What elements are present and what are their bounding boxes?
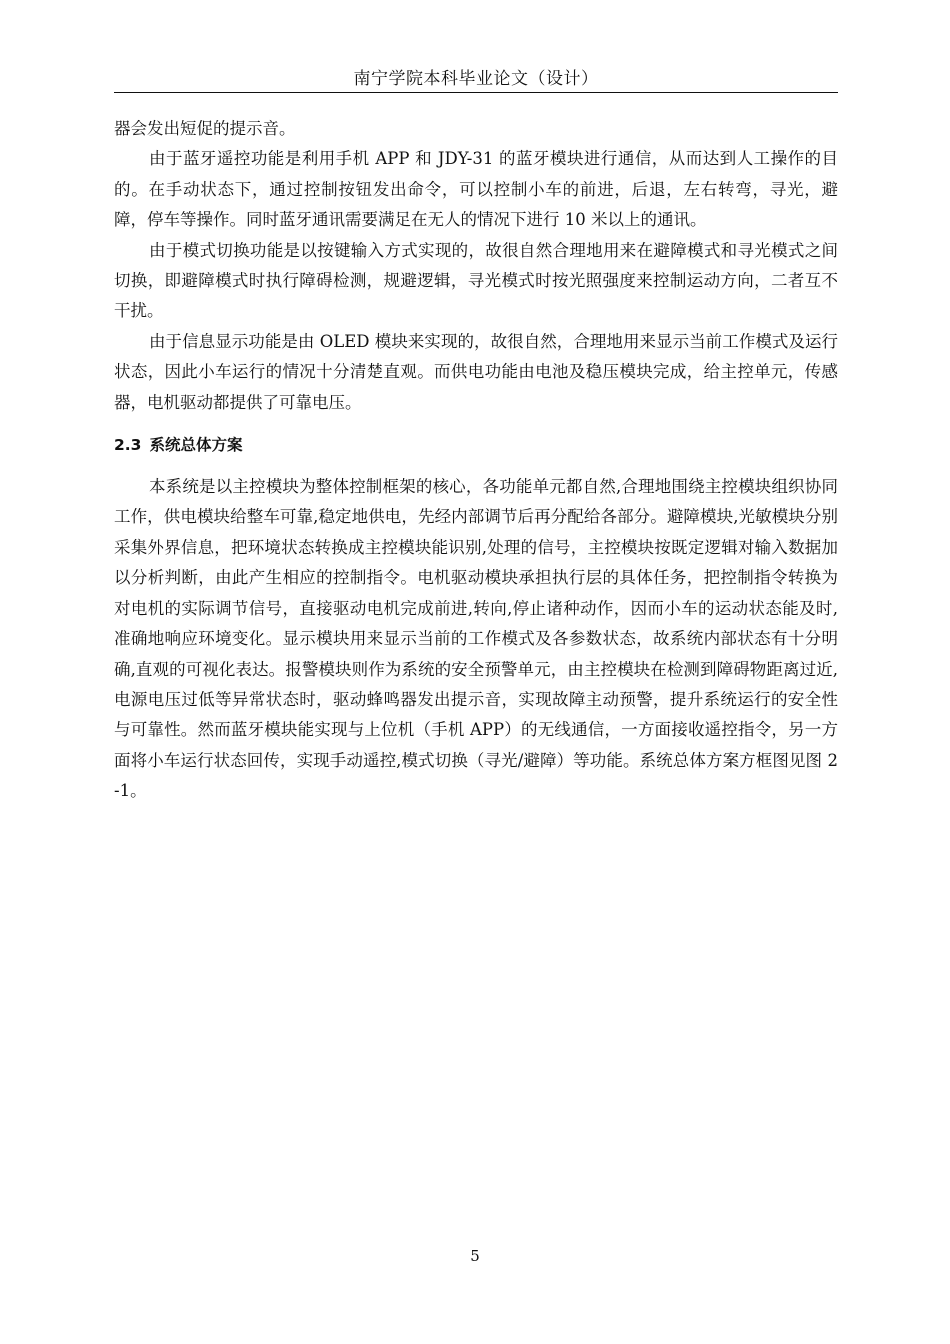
section-heading: [114, 430, 838, 460]
paragraph-system-overview: 本系统是以主控模块为整体控制框架的核心，各功能单元都自然,合理地围绕主控模块组织协同工作，供电模块给整车可靠,稳定地供电，先经内部调节后再分配给各部分。避障模块,光敏模块分别采集外界信息，把环境状态转换成主控模块能识别,处理的信号，主控模块按既定逻辑对输入数据加以分析判断，由此产生相应的控制指令。电机驱动模块承担执行层的具体任务，把控制指令转换为对电机的实际调节信号，直接驱动电机完成前进,转向,停止诸种动作，因而小车的运动状态能及时,准确地响应环境变化。显示模块用来显示当前的工作模式及各参数状态，故系统内部状态有十分明确,直观的可视化表达。报警模块则作为系统的安全预警单元，由主控模块在检测到障碍物距离过近,电源电压过低等异常状态时，驱动蜂鸣器发出提示音，实现故障主动预警，提升系统运行的安全性与可靠性。然而蓝牙模块能实现与上位机（手机 APP）的无线通信，一方面接收遥控指令，另一方面将小车运行状态回传，实现手动遥控,模式切换（寻光/避障）等功能。系统总体方案方框图见图 2-1。: [114, 477, 838, 801]
page-number: 5: [470, 1247, 480, 1265]
paragraph-info-display: 由于信息显示功能是由 OLED 模块来实现的，故很自然，合理地用来显示当前工作模式及运行状态，因此小车运行的情况十分清楚直观。而供电功能由电池及稳压模块完成，给主控单元，传感器，电机驱动都提供了可靠电压。: [114, 331, 838, 412]
header-rule: [114, 92, 838, 93]
section-title: 系统总体方案: [149, 436, 243, 455]
paragraph-continuation: 器会发出短促的提示音。: [114, 119, 296, 138]
running-header: 南宁学院本科毕业论文（设计）: [353, 69, 599, 89]
body-text: [114, 114, 838, 807]
paragraph-mode-switch: 由于模式切换功能是以按键输入方式实现的，故很自然合理地用来在避障模式和寻光模式之间切换，即避障模式时执行障碍检测，规避逻辑，寻光模式时按光照强度来控制运动方向，二者互不干扰。: [114, 240, 838, 321]
paragraph-bluetooth-remote: 由于蓝牙遥控功能是利用手机 APP 和 JDY-31 的蓝牙模块进行通信，从而达到人工操作的目的。在手动状态下，通过控制按钮发出命令，可以控制小车的前进，后退，左右转弯，寻光，避障，停车等操作。同时蓝牙通讯需要满足在无人的情况下进行 10 米以上的通讯。: [114, 149, 838, 230]
section-number: 2.3: [114, 436, 142, 455]
